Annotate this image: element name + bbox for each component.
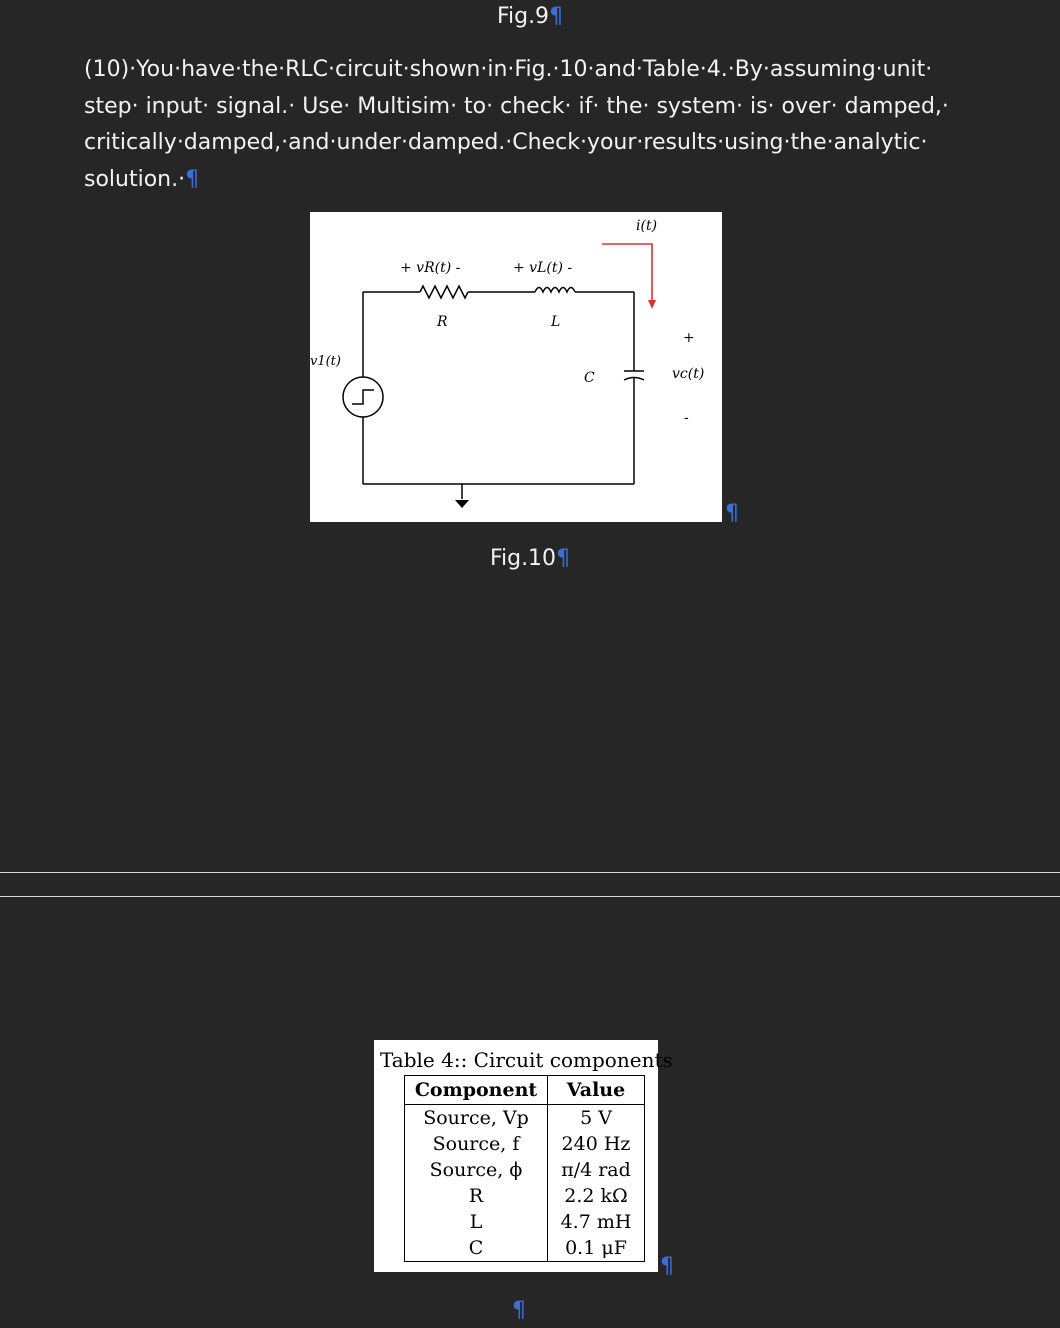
circuit-diagram [310,212,722,522]
current-label: i(t) [636,218,658,234]
component-cell: Source, Vp [405,1105,548,1132]
value-cell: 4.7 mH [560,1211,632,1233]
table-row [405,1105,645,1132]
vc-minus-sign: - [684,410,689,426]
value-cell: π/4 rad [561,1159,631,1181]
pilcrow-mark: ¶ [660,1254,674,1279]
pilcrow-mark: ¶ [185,166,200,192]
l-label: L [551,314,561,330]
fig10-label: Fig.10 [489,546,557,571]
component-cell: R [405,1183,548,1209]
components-table [404,1075,645,1262]
fig10-caption [0,544,1060,574]
value-cell: 5 V [580,1107,612,1129]
question-paragraph [84,52,984,198]
value-cell: 0.1 μF [565,1237,627,1259]
table-caption: Table 4:: Circuit components [380,1048,673,1072]
table-row [405,1183,645,1209]
table-header-row [405,1076,645,1105]
value-cell: 2.2 kΩ [564,1185,628,1207]
fig9-label: Fig.9 [496,4,550,29]
source-label: v1(t) [310,354,341,369]
component-cell: Source, ϕ [405,1157,548,1183]
current-arrowhead [648,300,656,309]
c-label: C [584,370,595,386]
pilcrow-mark: ¶ [549,4,564,29]
table-row [405,1157,645,1183]
inductor-symbol [535,288,575,293]
pilcrow-mark: ¶ [556,546,571,571]
pilcrow-mark: ¶ [725,501,739,526]
resistor-symbol [420,286,468,298]
components-table-figure [374,1040,673,1272]
vl-label: + vL(t) - [513,260,573,276]
question-line: (10)·You·have·the·RLC·circuit·shown·in·Fig.·10·and·Table·4.·By·assuming·unit· [84,57,933,82]
ground-icon [455,500,469,508]
table-row [405,1235,645,1262]
vr-label: + vR(t) - [400,260,461,276]
question-line [84,162,984,199]
table-row [405,1209,645,1235]
header-component: Component [405,1076,548,1105]
r-label: R [437,314,448,330]
current-arrow [602,244,652,302]
value-cell: 240 Hz [561,1133,631,1155]
page-divider [0,872,1060,873]
question-line: step· input· signal.· Use· Multisim· to· check· if· the· system· is· over· damped,· [84,93,949,119]
component-cell: Source, f [405,1131,548,1157]
rlc-circuit-figure [310,212,722,522]
question-line: critically·damped,·and·under·damped.·Check·your·results·using·the·analytic· [84,130,928,155]
component-cell: L [405,1209,548,1235]
header-value: Value [548,1076,645,1105]
vc-label: vc(t) [672,366,705,382]
pilcrow-mark: ¶ [512,1298,526,1323]
component-cell: C [405,1235,548,1262]
vc-plus-sign: + [683,330,695,346]
fig9-caption [0,2,1060,32]
question-line-text: solution.· [84,166,186,192]
table-row [405,1131,645,1157]
page-divider [0,896,1060,897]
